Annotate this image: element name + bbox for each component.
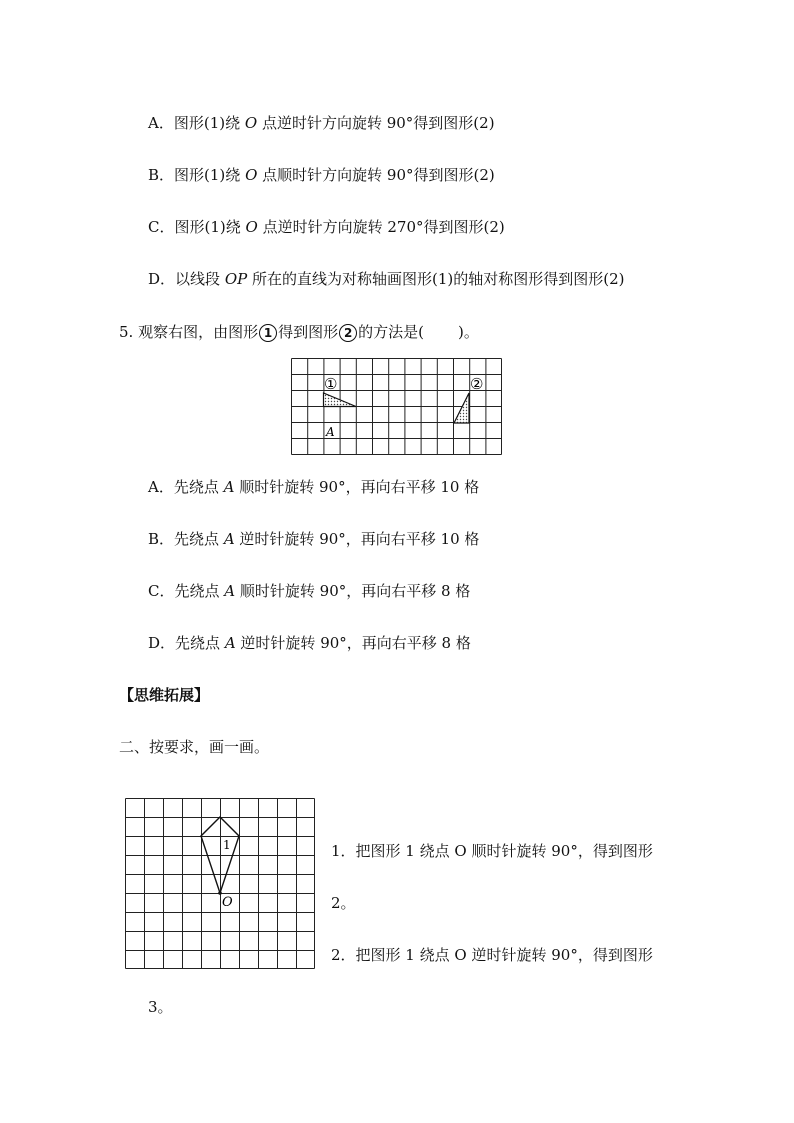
q5-grid-figure xyxy=(291,358,503,456)
q5-option-c: C．先绕点 A 顺时针旋转 90°，再向右平移 8 格 xyxy=(148,582,471,600)
part2-grid-figure xyxy=(125,798,315,969)
q4-option-a: A．图形(1)绕 O 点逆时针方向旋转 90°得到图形(2) xyxy=(148,114,495,132)
q4-option-c: C．图形(1)绕 O 点逆时针方向旋转 270°得到图形(2) xyxy=(148,218,505,236)
question-number: 5. xyxy=(119,323,134,341)
circled-number-2: 2 xyxy=(339,324,357,342)
part2-title: 二、按要求，画一画。 xyxy=(119,738,270,756)
option-letter: D． xyxy=(148,270,176,288)
q5-option-b: B．先绕点 A 逆时针旋转 90°，再向右平移 10 格 xyxy=(148,530,480,548)
option-letter: A． xyxy=(148,478,174,496)
q4-option-d: D．以线段 OP 所在的直线为对称轴画图形(1)的轴对称图形得到图形(2) xyxy=(148,270,625,288)
q4-option-b: B．图形(1)绕 O 点顺时针方向旋转 90°得到图形(2) xyxy=(148,166,495,184)
instruction-2-line1: 2．把图形 1 绕点 O 逆时针旋转 90°，得到图形 xyxy=(331,946,653,964)
option-letter: A． xyxy=(148,114,174,132)
option-letter: D． xyxy=(148,634,176,652)
shape-1-label: ① xyxy=(324,375,338,393)
instruction-2-line2: 3。 xyxy=(148,998,173,1016)
point-a-label: A xyxy=(326,425,335,439)
circled-number-1: 1 xyxy=(259,324,277,342)
option-letter: B． xyxy=(148,166,175,184)
instruction-1-line1: 1．把图形 1 绕点 O 顺时针旋转 90°，得到图形 xyxy=(331,842,653,860)
q5-option-d: D．先绕点 A 逆时针旋转 90°，再向右平移 8 格 xyxy=(148,634,471,652)
option-letter: C． xyxy=(148,582,175,600)
option-letter: C． xyxy=(148,218,175,236)
option-letter: B． xyxy=(148,530,175,548)
shape-2-triangle xyxy=(454,393,469,423)
point-o-label: O xyxy=(222,895,233,910)
grid-lines xyxy=(126,799,315,969)
instruction-1-line2: 2。 xyxy=(331,894,356,912)
q5-option-a: A．先绕点 A 顺时针旋转 90°，再向右平移 10 格 xyxy=(148,478,480,496)
q5-question-stem: 5. 观察右图，由图形 1 得到图形 2 的方法是( )。 xyxy=(119,323,479,341)
shape-2-label: ② xyxy=(470,375,484,393)
shape-1-label: 1 xyxy=(223,838,231,852)
section-heading: 【思维拓展】 xyxy=(119,686,210,704)
